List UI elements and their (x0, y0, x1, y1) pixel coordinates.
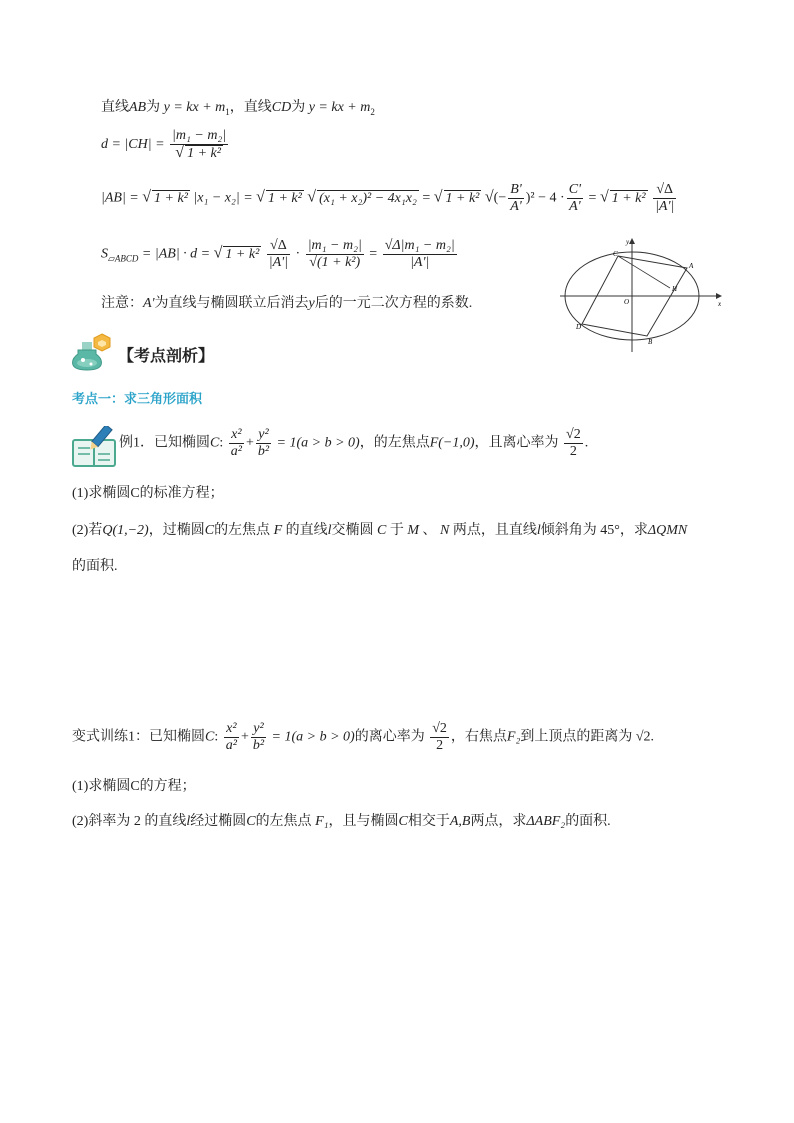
ab-term: (− (493, 190, 507, 206)
text: . (650, 729, 655, 745)
section-title: 【考点剖析】 (118, 348, 215, 365)
text: ，过椭圆 (148, 523, 205, 538)
text: ，求 (619, 523, 648, 538)
note-line (101, 292, 472, 312)
sqrt-icon: √ (307, 188, 317, 206)
den: |A'| (268, 255, 289, 270)
var: C (398, 814, 408, 829)
s-frac (383, 238, 457, 271)
label-x: x (718, 300, 722, 308)
text: (2)若 (72, 523, 103, 538)
num: √Δ (653, 182, 676, 199)
var: A,B (449, 814, 471, 829)
frac-y (256, 427, 271, 460)
eq: = (369, 246, 378, 262)
frac-e (564, 427, 583, 460)
eq: = (588, 190, 597, 206)
num: C' (568, 182, 582, 197)
text: 于 (389, 523, 404, 538)
den: A' (569, 199, 581, 214)
sqrt-icon: √ (175, 144, 185, 161)
den: A' (510, 199, 522, 214)
var: N (440, 523, 450, 538)
var: A' (143, 296, 155, 311)
s-frac (267, 238, 290, 271)
den: b² (257, 444, 270, 459)
text: 后的一元二次方程的系数. (314, 296, 473, 311)
var: C (205, 729, 215, 745)
example1-statement (119, 427, 588, 460)
sqrt-icon: √ (484, 188, 494, 206)
label-d: D (576, 323, 582, 331)
text: ，右焦点 (450, 729, 507, 745)
label-o: O (624, 298, 630, 306)
ab-term: 1 + k² (267, 190, 302, 206)
distance: √2 (635, 729, 651, 745)
num: y² (256, 427, 271, 444)
ab-frac (567, 182, 583, 215)
eq-ab: y = kx + m (163, 100, 226, 115)
sub: 2 (370, 106, 375, 117)
text: 为 (146, 100, 161, 115)
ab-frac (653, 182, 676, 215)
text: 直线 (101, 100, 129, 115)
s-sub: ▱ABCD (108, 253, 139, 264)
d-lhs: d = |CH| = (101, 137, 165, 153)
var-cd: CD (271, 100, 292, 115)
text: (2)斜率为 2 的直线 (72, 814, 187, 829)
chord-length-formula (101, 182, 678, 215)
eq-cd: y = kx + m (308, 100, 371, 115)
example1-q2-end: 的面积. (72, 559, 118, 574)
text: 为 (291, 100, 306, 115)
variant1-q1: (1)求椭圆C的方程； (72, 779, 196, 794)
text: 、 (422, 523, 437, 538)
condition: = 1(a > b > 0) (271, 729, 355, 745)
text: 的左焦点 (255, 814, 312, 829)
num: |m₁ − m₂| (307, 238, 362, 253)
triangle: ΔABF₂ (526, 814, 566, 829)
num: x² (229, 427, 244, 444)
y-arrow-icon (629, 238, 635, 244)
d-num: |m₁ − m₂| (172, 128, 227, 143)
sqrt-icon: √ (599, 188, 609, 206)
frac-y (251, 721, 266, 754)
label-h: H (672, 285, 678, 293)
den: b² (252, 738, 265, 753)
sqrt-icon: √ (213, 244, 223, 262)
num: √Δ (267, 238, 290, 255)
text: 的面积. (565, 814, 611, 829)
var: C (377, 523, 387, 538)
book-pencil-icon (72, 426, 118, 468)
x-arrow-icon (716, 293, 722, 299)
label-a: A (689, 262, 694, 270)
text: 倾斜角为 (540, 523, 597, 538)
frac-e (430, 721, 449, 754)
ab-term: 1 + k² (445, 190, 480, 206)
text: 到上顶点的距离为 (520, 729, 633, 745)
s-term: 1 + k² (225, 246, 260, 262)
distance-formula (101, 128, 230, 162)
text: ，的左焦点 (359, 435, 430, 451)
s-frac (306, 238, 364, 271)
d-fraction (170, 128, 228, 162)
label-b: B (648, 338, 653, 346)
var: y (308, 296, 315, 311)
text: 的离心率为 (354, 729, 425, 745)
text: 两点，且直线 (452, 523, 537, 538)
sqrt-icon: √ (433, 188, 443, 206)
var: l (186, 814, 191, 829)
s-lhs: S (101, 246, 108, 262)
line-equations (101, 96, 375, 117)
example1-q2 (72, 519, 687, 539)
den: 2 (436, 738, 444, 753)
area-formula (101, 238, 459, 271)
num: x² (224, 721, 239, 738)
ab-term: 1 + k² (154, 190, 188, 206)
triangle: ΔQMN (647, 523, 688, 538)
var: C (210, 435, 220, 451)
text: 变式训练1：已知椭圆 (72, 729, 205, 745)
var: F (273, 523, 283, 538)
kd1-title: 考点一：求三角形面积 (72, 391, 203, 406)
sub: 1 (225, 106, 230, 117)
sqrt-icon: √ (142, 188, 152, 206)
text: + (245, 435, 254, 451)
num: √2 (566, 427, 581, 442)
angle: 45° (600, 523, 620, 538)
text: 两点，求 (470, 814, 527, 829)
var-ab: AB (129, 100, 147, 115)
var: l (536, 523, 541, 538)
frac-x (229, 427, 244, 460)
ab-lhs: |AB| = (101, 190, 139, 206)
var: C (204, 523, 215, 538)
dot: · (295, 246, 301, 262)
label-c: C (613, 250, 618, 258)
point: Q(1,−2) (102, 523, 149, 538)
text: ，且与椭圆 (328, 814, 399, 829)
d-den: 1 + k² (187, 146, 221, 161)
s-mid: = |AB| · d = (141, 246, 211, 262)
text: 注意： (101, 296, 143, 311)
den: |A'| (655, 199, 675, 214)
text: 经过椭圆 (190, 814, 247, 829)
var: C (246, 814, 256, 829)
ab-term: 1 + k² (611, 190, 646, 206)
example1-q1: (1)求椭圆C的标准方程； (72, 486, 224, 501)
eq: = (422, 190, 431, 206)
label-y: y (626, 238, 630, 246)
flask-icon (72, 332, 116, 372)
ab-frac (508, 182, 524, 215)
num: B' (510, 182, 522, 197)
focus: F(−1,0) (429, 435, 475, 451)
variant1-q2 (72, 810, 611, 830)
num: √2 (432, 721, 447, 736)
text: : (214, 729, 219, 745)
den: a² (230, 444, 242, 459)
text: 相交于 (407, 814, 450, 829)
den: |A'| (410, 255, 430, 270)
var: l (327, 523, 332, 538)
sqrt-icon: √ (256, 188, 265, 206)
text: 的直线 (285, 523, 328, 538)
ellipse-diagram (556, 236, 724, 354)
text: 例1．已知椭圆 (119, 435, 210, 451)
text: : (219, 435, 224, 451)
variant1-statement (72, 721, 654, 754)
text: 的左焦点 (214, 523, 271, 538)
text: ，直线 (229, 100, 272, 115)
ab-term: )² − 4 · (525, 190, 565, 206)
text: . (584, 435, 589, 451)
text: ，且离心率为 (474, 435, 559, 451)
text: 为直线与椭圆联立后消去 (154, 296, 309, 311)
den: √(1 + k²) (309, 255, 361, 270)
den: a² (225, 738, 237, 753)
var: F₂ (506, 729, 521, 745)
den: 2 (569, 444, 577, 459)
ab-term: |x₁ − x₂| = (193, 190, 253, 206)
text: + (240, 729, 249, 745)
text: 交椭圆 (331, 523, 374, 538)
ab-term: (x₁ + x₂)² − 4x₁x₂ (319, 190, 417, 206)
frac-x (224, 721, 239, 754)
var: M (407, 523, 420, 538)
num: y² (251, 721, 266, 738)
num: √Δ|m₁ − m₂| (384, 238, 455, 253)
condition: = 1(a > b > 0) (276, 435, 360, 451)
var: F₁ (315, 814, 329, 829)
